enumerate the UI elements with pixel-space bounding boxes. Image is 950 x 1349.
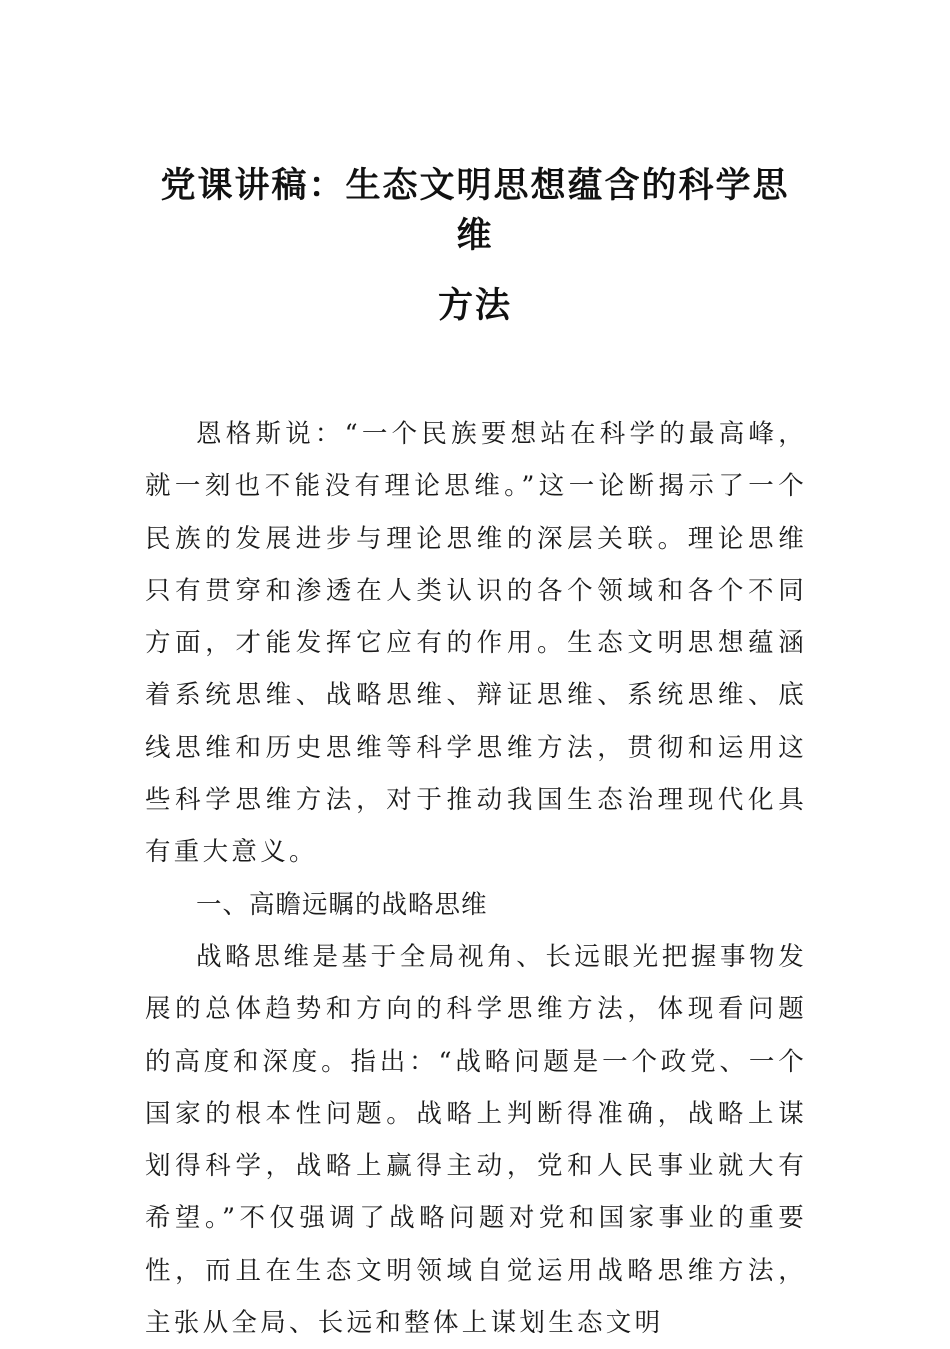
paragraph-intro: 恩格斯说：“一个民族要想站在科学的最高峰，就一刻也不能没有理论思维。”这一论断揭示了一个民族的发展进步与理论思维的深层关联。理论思维只有贯穿和渗透在人类认识的各个领域和各个不同方面，才能发挥它应有的作用。生态文明思想蕴涵着系统思维、战略思维、辩证思维、系统思维、底线思维和历史思维等科学思维方法，贯彻和运用这些科学思维方法，对于推动我国生态治理现代化具有重大意义。	[145, 419, 807, 868]
paragraph-strategic-thinking: 战略思维是基于全局视角、长远眼光把握事物发展的总体趋势和方向的科学思维方法，体现看问题的高度和深度。指出：“战略问题是一个政党、一个国家的根本性问题。战略上判断得准确，战略上谋划得科学，战略上赢得主动，党和人民事业就大有希望。”不仅强调了战略问题对党和国家事业的重要性，而且在生态文明领域自觉运用战略思维方法，主张从全局、长远和整体上谋划生态文明	[145, 941, 807, 1339]
section-heading: 一、高瞻远瞩的战略思维	[196, 889, 488, 920]
document-title-line-1: 党课讲稿：生态文明思想蕴含的科学思维	[160, 166, 790, 256]
document-title-line-2: 方法	[437, 286, 512, 326]
document-body	[145, 408, 807, 1349]
